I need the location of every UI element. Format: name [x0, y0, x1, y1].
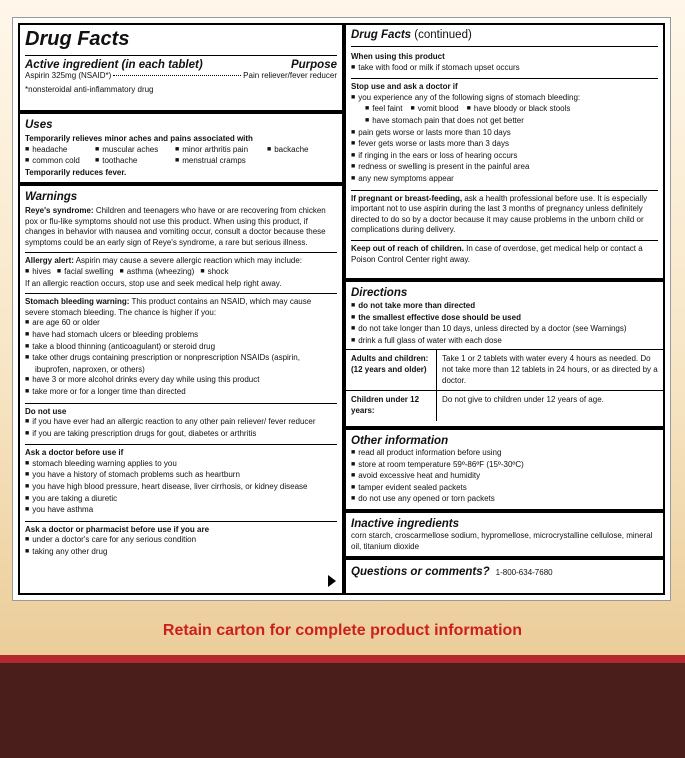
stop-use-item: ■ redness or swelling is present in the painful area: [351, 162, 658, 174]
do-not-use-item: ■ if you are taking prescription drugs for gout, diabetes or arthritis: [25, 429, 337, 441]
stop-use-item: ■ fever gets worse or lasts more than 3 days: [351, 139, 658, 151]
table-row: [346, 391, 663, 421]
child-label: Children under 12 years:: [346, 391, 437, 421]
stomach-item: ■ have had stomach ulcers or bleeding problems: [25, 330, 337, 342]
active-heading-row: [25, 59, 337, 71]
adult-dose: Take 1 or 2 tablets with water every 4 hours as needed. Do not take more than 12 tablets in 24 hours, or as directed by a doctor.: [437, 350, 664, 391]
purpose-heading: Purpose: [290, 59, 337, 71]
warnings-divider: [25, 521, 337, 522]
inactive-text: corn starch, croscarmellose sodium, hypromellose, microcrystalline cellulose, mineral oil, titanium dioxide: [351, 531, 653, 551]
ask-pharmacist-title: Ask a doctor or pharmacist before use if you are: [25, 524, 210, 534]
warnings-section: [20, 186, 342, 593]
ingredient-row: [25, 71, 337, 82]
stop-use-subitem: ■ have stomach pain that does not get better: [351, 116, 658, 128]
left-column: [20, 25, 342, 593]
allergy-paragraph: [25, 256, 337, 267]
ingredient-purpose: Pain reliever/fever reducer: [243, 71, 337, 80]
reye-label: Reye's syndrome:: [25, 206, 94, 215]
pregnancy-text: ask a health professional before use. It is especially important not to use aspirin during the last 3 months of pregnancy unless definitely directed to do so by a doctor because it may cause problems in the unborn child or complications during delivery.: [351, 193, 648, 235]
ask-doctor-item: ■ stomach bleeding warning applies to you: [25, 459, 337, 471]
drug-facts-panel: [12, 17, 671, 601]
warnings-divider: [25, 403, 337, 404]
drug-facts-frame: [18, 23, 665, 595]
ask-pharmacist-item: ■ under a doctor's care for any serious condition: [25, 535, 337, 547]
table-row: [346, 350, 663, 391]
directions-table: [346, 349, 663, 420]
active-ingredient-section: [20, 25, 342, 110]
allergy-label: Allergy alert:: [25, 256, 74, 266]
title-divider: [25, 55, 337, 56]
reye-text: Children and teenagers who have or are recovering from chicken pox or flu-like symptoms should not use this product. When using this product, if changes in behavior with nausea and vomiting occur, consult a doctor because these symptoms could be an early sign of Reye's syndrome, a rare but serious illness.: [25, 206, 326, 247]
drug-facts-title: Drug Facts: [25, 28, 130, 50]
child-dose: Do not give to children under 12 years of age.: [437, 391, 664, 421]
direction-item: ■ do not take more than directed: [351, 301, 658, 313]
stop-use-subitem: ■ vomit blood: [410, 104, 458, 116]
stomach-label: Stomach bleeding warning:: [25, 297, 130, 307]
stomach-item: ■ take other drugs containing prescription or nonprescription NSAIDs (aspirin,: [25, 353, 337, 365]
stop-use-item: ■ if ringing in the ears or loss of hearing occurs: [351, 151, 658, 163]
use-item: ■ minor arthritis pain: [175, 145, 257, 157]
continue-arrow-icon: [328, 575, 336, 587]
leader-dots: [113, 75, 241, 76]
continued-title: [351, 29, 658, 42]
ask-doctor-item: ■ you have high blood pressure, heart disease, liver cirrhosis, or kidney disease: [25, 482, 337, 494]
do-not-use-item: ■ if you have ever had an allergic reaction to any other pain reliever/ fever reducer: [25, 417, 337, 429]
use-item: ■ headache: [25, 145, 85, 157]
directions-section: [346, 282, 663, 426]
use-item: ■ menstrual cramps: [175, 156, 246, 168]
direction-item: ■ do not take longer than 10 days, unless directed by a doctor (see Warnings): [351, 324, 658, 336]
ask-doctor-item: ■ you have asthma: [25, 505, 337, 517]
other-info-item: ■ tamper evident sealed packets: [351, 483, 658, 495]
stop-use-item: ■ any new symptoms appear: [351, 174, 658, 186]
stop-use-item: ■ pain gets worse or lasts more than 10 days: [351, 128, 658, 140]
uses-section: [20, 114, 342, 182]
stomach-text: This product contains an NSAID, which may cause severe stomach bleeding. The chance is higher if you:: [25, 297, 312, 317]
stomach-item: ■ take more or for a longer time than directed: [25, 387, 337, 399]
continued-divider: [351, 240, 658, 241]
other-info-item: ■ avoid excessive heat and humidity: [351, 471, 658, 483]
uses-row-2: [25, 156, 337, 168]
nsaid-footnote: *nonsteroidal anti-inflammatory drug: [25, 84, 154, 94]
uses-outro: Temporarily reduces fever.: [25, 167, 127, 177]
other-info-item: ■ read all product information before using: [351, 448, 658, 460]
uses-row-1: [25, 145, 337, 157]
brown-band: [0, 663, 685, 758]
when-using-title: When using this product: [351, 52, 445, 61]
keep-out-paragraph: [351, 244, 658, 265]
continued-title-suffix: (continued): [411, 29, 472, 41]
pregnancy-paragraph: [351, 194, 658, 236]
direction-item: ■ the smallest effective dose should be used: [351, 313, 658, 325]
direction-item: ■ drink a full glass of water with each dose: [351, 336, 658, 348]
continued-divider: [351, 46, 658, 47]
ask-doctor-item: ■ you are taking a diuretic: [25, 494, 337, 506]
keep-out-text: In case of overdose, get medical help or contact a Poison Control Center right away.: [351, 243, 643, 264]
stop-use-subitems: [351, 104, 658, 116]
questions-title: Questions or comments?: [351, 566, 490, 578]
inactive-title: Inactive ingredients: [351, 518, 460, 530]
stomach-item: ■ take a blood thinning (anticoagulant) or steroid drug: [25, 342, 337, 354]
red-stripe: [0, 655, 685, 663]
use-item: ■ toothache: [95, 156, 165, 168]
stomach-paragraph: [25, 297, 337, 318]
when-using-item: ■ take with food or milk if stomach upset occurs: [351, 63, 658, 75]
right-column: [346, 25, 663, 593]
stop-use-title: Stop use and ask a doctor if: [351, 82, 458, 92]
directions-title: Directions: [351, 287, 408, 299]
other-info-item: ■ store at room temperature 59º-86ºF (15º-30ºC): [351, 460, 658, 472]
other-info-section: [346, 430, 663, 509]
continued-title-main: Drug Facts: [351, 29, 412, 41]
allergy-items: [25, 267, 337, 279]
questions-line: [351, 566, 658, 579]
ask-doctor-item: ■ you have a history of stomach problems such as heartburn: [25, 470, 337, 482]
allergy-item: ■ asthma (wheezing): [120, 267, 195, 279]
active-ingredient-heading: Active ingredient (in each tablet): [25, 59, 203, 71]
continued-section: [346, 25, 663, 278]
allergy-text: Aspirin may cause a severe allergic reaction which may include:: [73, 256, 303, 266]
pregnancy-label: If pregnant or breast-feeding,: [351, 193, 463, 203]
warnings-divider: [25, 444, 337, 445]
ingredient-name: Aspirin 325mg (NSAID*): [25, 71, 112, 80]
keep-out-label: Keep out of reach of children.: [351, 243, 464, 253]
do-not-use-title: Do not use: [25, 406, 67, 416]
uses-title: Uses: [25, 119, 53, 131]
questions-phone: 1-800-634-7680: [495, 568, 553, 577]
use-item: ■ common cold: [25, 156, 85, 168]
warnings-title: Warnings: [25, 191, 78, 203]
other-info-title: Other information: [351, 435, 449, 447]
ask-pharmacist-item: ■ taking any other drug: [25, 547, 337, 559]
allergy-item: ■ hives: [25, 267, 51, 279]
ask-doctor-title: Ask a doctor before use if: [25, 448, 124, 458]
retain-carton-notice: Retain carton for complete product information: [162, 622, 523, 639]
questions-section: [346, 560, 663, 593]
stop-use-intro: ■ you experience any of the following signs of stomach bleeding:: [351, 93, 658, 105]
other-info-item: ■ do not use any opened or torn packets: [351, 494, 658, 506]
stop-use-subitem: ■ have bloody or black stools: [467, 104, 571, 116]
warnings-divider: [25, 252, 337, 253]
stomach-item-continued: ibuprofen, naproxen, or others): [35, 364, 145, 374]
inactive-section: [346, 513, 663, 556]
warnings-divider: [25, 293, 337, 294]
allergy-item: ■ shock: [200, 267, 228, 279]
adult-label: Adults and children: (12 years and older): [346, 350, 437, 391]
uses-intro: Temporarily relieves minor aches and pains associated with: [25, 134, 253, 143]
continued-divider: [351, 78, 658, 79]
continued-divider: [351, 190, 658, 191]
allergy-outro: If an allergic reaction occurs, stop use and seek medical help right away.: [25, 278, 282, 288]
stomach-item: ■ are age 60 or older: [25, 318, 337, 330]
stomach-item: ■ have 3 or more alcohol drinks every day while using this product: [25, 375, 337, 387]
allergy-item: ■ facial swelling: [57, 267, 114, 279]
stop-use-subitem: ■ feel faint: [365, 104, 402, 116]
use-item: ■ muscular aches: [95, 145, 165, 157]
reye-paragraph: [25, 206, 337, 248]
use-item: ■ backache: [267, 145, 308, 157]
